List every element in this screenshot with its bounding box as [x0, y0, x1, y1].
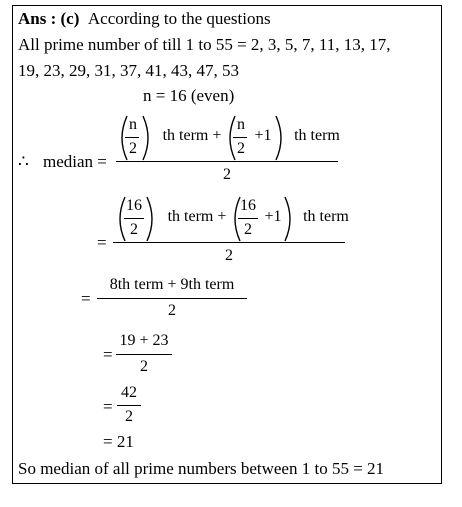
- step2-th-term-plus: th term +: [167, 208, 227, 225]
- therefore-symbol: ∴: [18, 152, 29, 171]
- step5-den: 2: [125, 408, 133, 425]
- frac-16-2: 16: [240, 197, 256, 214]
- primes-line-1: All prime number of till 1 to 55 = 2, 3, 5, 7, 11, 13, 17,: [18, 35, 391, 54]
- frac-n-2: n: [237, 116, 245, 133]
- frac-bar-n-2: [233, 137, 247, 138]
- frac-bar-n: [125, 137, 139, 138]
- step3-frac-bar: [97, 298, 247, 299]
- step6-result: = 21: [103, 432, 134, 451]
- step3-numerator: 8th term + 9th term: [109, 276, 235, 293]
- step5-numerator: 42: [121, 384, 137, 401]
- frac-16-den-2: 2: [244, 221, 252, 238]
- th-term-plus: th term +: [162, 127, 222, 144]
- frac-n: n: [129, 116, 137, 133]
- frac-n-den-2: 2: [237, 140, 245, 157]
- step4-equals: =: [103, 345, 113, 364]
- main-frac-den: 2: [223, 166, 231, 183]
- step5-frac-bar: [117, 405, 141, 406]
- step3-equals: =: [81, 289, 91, 308]
- step5-equals: =: [103, 397, 113, 416]
- conclusion-line: So median of all prime numbers between 1 to 55 = 21: [18, 459, 385, 478]
- primes-line-2: 19, 23, 29, 31, 37, 41, 43, 47, 53: [18, 61, 239, 80]
- step4-den: 2: [140, 358, 148, 375]
- step4-numerator: 19 + 23: [119, 332, 169, 349]
- main-frac-bar: [116, 161, 338, 162]
- step4-frac-bar: [116, 354, 172, 355]
- frac-n-den: 2: [129, 140, 137, 157]
- n-value-line: n = 16 (even): [143, 86, 235, 105]
- median-label: median =: [43, 152, 107, 171]
- th-term: th term: [294, 127, 340, 144]
- answer-header: [18, 9, 271, 29]
- step2-equals: =: [97, 233, 107, 252]
- step2-frac-bar: [113, 242, 345, 243]
- step3-den: 2: [168, 302, 176, 319]
- frac-bar-16-2: [238, 218, 258, 219]
- answer-label: Ans : (c): [18, 9, 80, 28]
- step2-plus-one: +1: [264, 208, 282, 225]
- step2-th-term: th term: [303, 208, 349, 225]
- frac-bar-16: [124, 218, 144, 219]
- step2-den: 2: [225, 247, 233, 264]
- answer-box: [12, 5, 442, 484]
- answer-intro: According to the questions: [87, 9, 271, 28]
- frac-16-den: 2: [130, 221, 138, 238]
- plus-one: +1: [254, 127, 272, 144]
- frac-16: 16: [126, 197, 142, 214]
